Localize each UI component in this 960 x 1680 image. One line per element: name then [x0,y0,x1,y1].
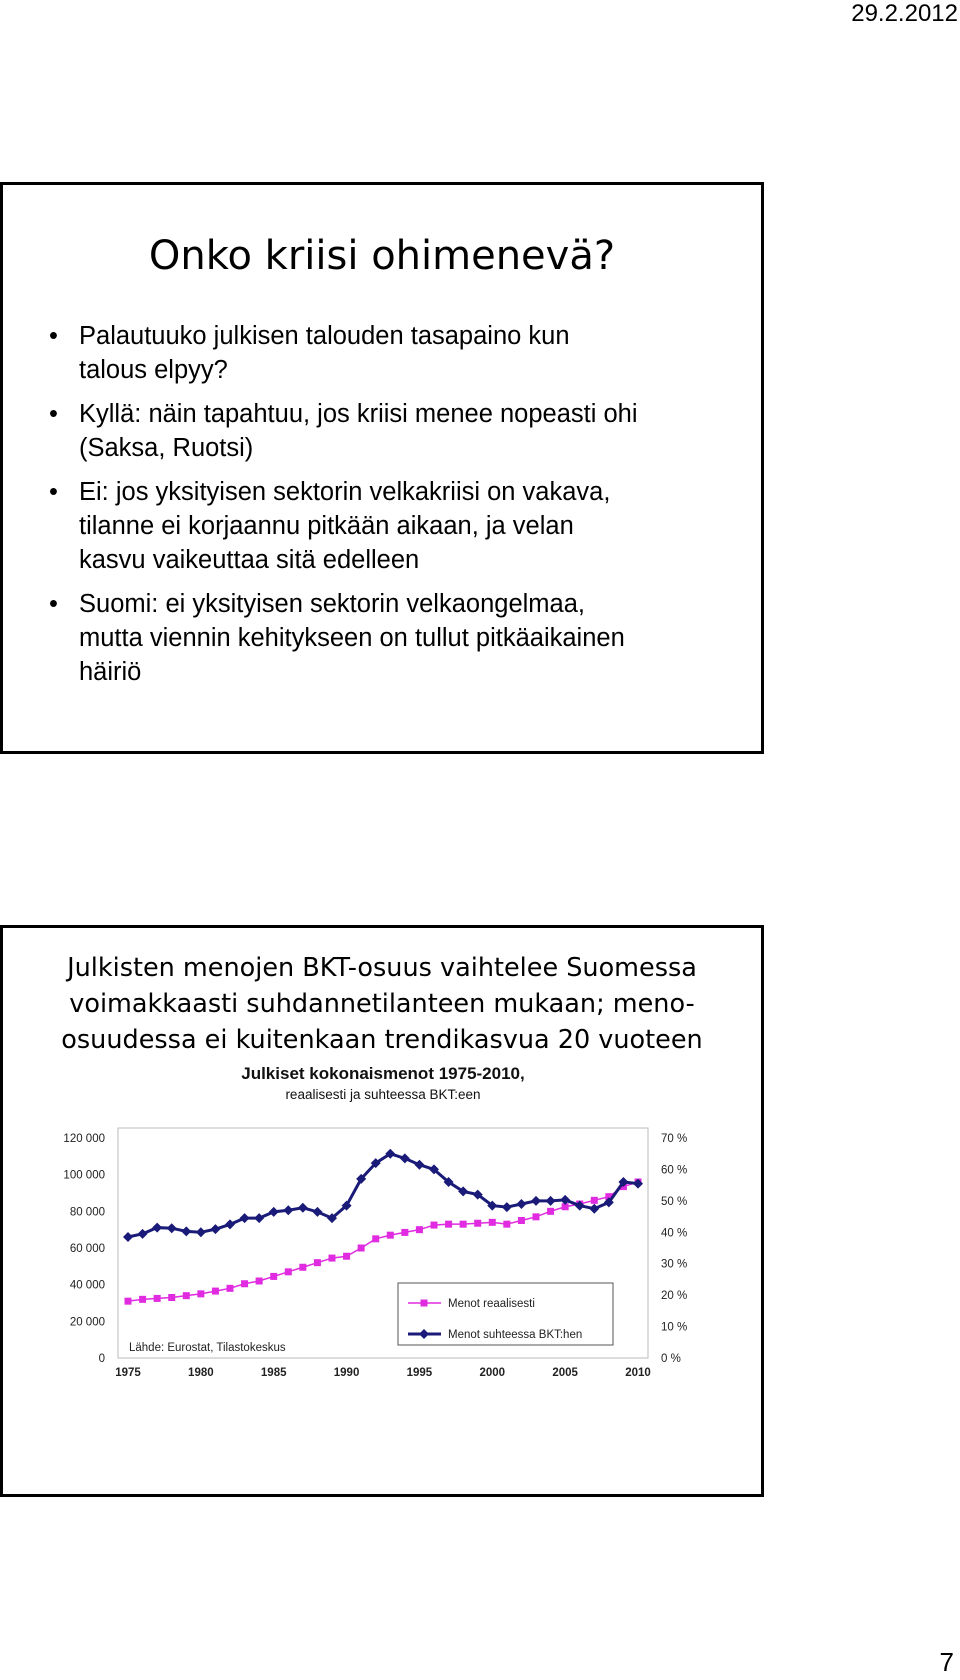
data-point [547,1208,554,1215]
bullet-text-line: Palautuuko julkisen talouden tasapaino kun [79,322,570,350]
data-point [283,1205,293,1215]
data-point [372,1235,379,1242]
slide-2-title-line: osuudessa ei kuitenkaan trendikasvua 20 vuoteen [61,1025,703,1055]
bullet-text-line: Ei: jos yksityisen sektorin velkakriisi on vakava, [79,478,611,506]
bullet-list [43,319,743,699]
data-point [256,1278,263,1285]
bullet-item [43,475,743,577]
bullet-text-line: mutta viennin kehitykseen on tullut pitkäaikainen [79,624,625,652]
data-point [181,1226,191,1236]
data-point [502,1202,512,1212]
data-point [152,1223,162,1233]
y-right-tick-label: 70 % [661,1133,688,1145]
chart-source: Lähde: Eurostat, Tilastokeskus [129,1342,286,1354]
bullet-item [43,319,743,387]
legend-marker [421,1300,428,1307]
data-point [416,1226,423,1233]
x-tick-label: 2000 [479,1367,506,1379]
data-point [401,1229,408,1236]
data-point [299,1264,306,1271]
data-point [123,1232,133,1242]
x-tick-label: 1985 [260,1367,287,1379]
chart-title: Julkiset kokonaismenot 1975-2010, [241,1064,525,1083]
data-point [445,1221,452,1228]
data-point [312,1207,322,1217]
y-left-tick-label: 120 000 [63,1133,105,1145]
data-point [387,1232,394,1239]
y-right-tick-label: 60 % [661,1164,688,1177]
data-point [240,1213,250,1223]
data-point [269,1207,279,1217]
data-point [358,1245,365,1252]
legend-label: Menot suhteessa BKT:hen [448,1329,583,1341]
data-point [591,1197,598,1204]
data-point [125,1298,132,1305]
bullet-text-line: tilanne ei korjaannu pitkään aikaan, ja velan [79,512,574,540]
x-tick-label: 1980 [188,1367,214,1379]
data-point [168,1294,175,1301]
bullet-text-line: talous elpyy? [79,356,228,384]
x-tick-label: 1990 [333,1367,360,1379]
data-point [503,1221,510,1228]
y-right-tick-label: 10 % [661,1321,688,1334]
slide-2 [0,925,764,1497]
slide-2-title-line: voimakkaasti suhdannetilanteen mukaan; meno- [69,989,695,1019]
chart-subtitle: reaalisesti ja suhteessa BKT:een [285,1087,481,1102]
data-point [285,1268,292,1275]
y-right-tick-label: 30 % [661,1258,688,1271]
data-point [489,1219,496,1226]
data-point [196,1227,206,1237]
data-point [241,1280,248,1287]
y-left-tick-label: 0 [98,1353,105,1365]
series-line [128,1154,638,1237]
bullet-marker: • [49,478,58,506]
bullet-marker: • [49,400,58,428]
data-point [414,1160,424,1170]
data-point [329,1255,336,1262]
y-right-tick-label: 20 % [661,1290,688,1303]
data-point [474,1220,481,1227]
data-point [212,1288,219,1295]
data-point [270,1273,277,1280]
data-point [314,1259,321,1266]
y-left-tick-label: 80 000 [69,1206,105,1219]
x-tick-label: 1975 [115,1367,141,1379]
bullet-text-line: kasvu vaikeuttaa sitä edelleen [79,546,420,574]
data-point [533,1213,540,1220]
page-number: 7 [939,1647,954,1677]
slide-2-title-line: Julkisten menojen BKT-osuus vaihtelee Suomessa [67,953,697,983]
bullet-item [43,587,743,689]
data-point [531,1196,541,1206]
data-point [343,1253,350,1260]
legend-label: Menot reaalisesti [448,1298,535,1310]
slide-1 [0,182,764,754]
y-left-tick-label: 100 000 [63,1169,105,1182]
y-left-tick-label: 40 000 [69,1279,105,1292]
data-point [589,1204,599,1214]
slide-1-title: Onko kriisi ohimenevä? [148,233,616,279]
x-tick-label: 1995 [406,1367,433,1379]
bullet-text-line: häiriö [79,658,142,686]
line-chart [43,1063,723,1403]
data-point [227,1285,234,1292]
data-point [183,1292,190,1299]
data-point [546,1196,556,1206]
data-point [400,1153,410,1163]
data-point [431,1222,438,1229]
data-point [298,1203,308,1213]
data-point [167,1223,177,1233]
data-point [154,1295,161,1302]
data-point [210,1224,220,1234]
bullet-text-line: Suomi: ei yksityisen sektorin velkaongelmaa, [79,590,585,618]
data-point [139,1296,146,1303]
y-right-tick-label: 40 % [661,1227,688,1240]
x-tick-label: 2010 [625,1367,651,1379]
y-left-tick-label: 60 000 [69,1243,105,1255]
data-point [138,1229,148,1239]
y-right-tick-label: 0 % [661,1353,681,1365]
bullet-marker: • [49,322,58,350]
y-right-tick-label: 50 % [661,1195,688,1208]
data-point [518,1217,525,1224]
bullet-marker: • [49,590,58,618]
bullet-text-line: (Saksa, Ruotsi) [79,434,254,462]
data-point [197,1290,204,1297]
data-point [254,1213,264,1223]
bullet-text-line: Kyllä: näin tapahtuu, jos kriisi menee nopeasti ohi [79,400,638,428]
data-point [460,1221,467,1228]
data-point [225,1219,235,1229]
slide-2-title [3,950,761,1058]
header-date: 29.2.2012 [851,0,958,27]
x-tick-label: 2005 [552,1367,578,1379]
bullet-item [43,397,743,465]
data-point [516,1199,526,1209]
y-left-tick-label: 20 000 [69,1316,105,1329]
